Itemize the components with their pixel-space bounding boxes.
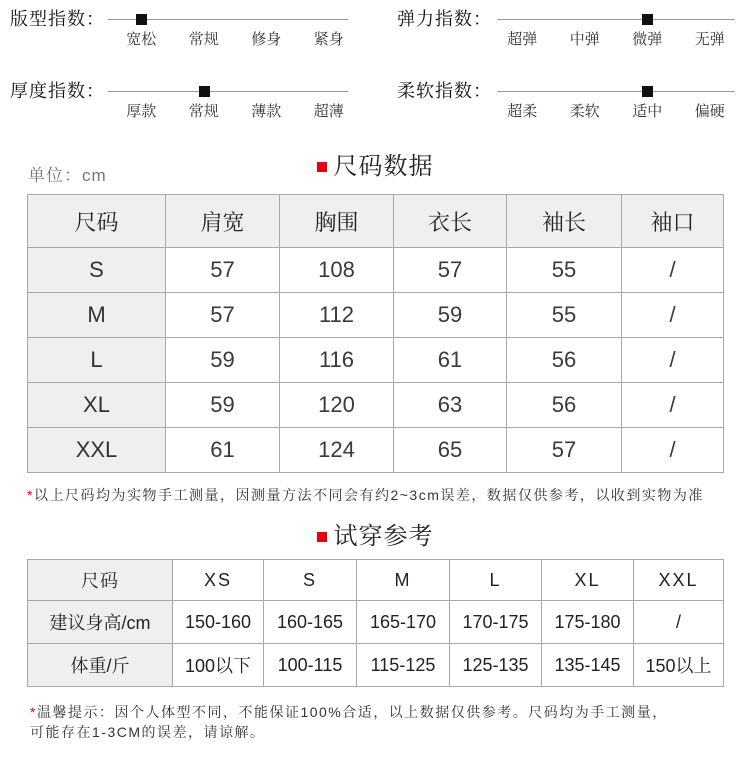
thickness-scale-option: 常规	[188, 103, 219, 120]
softness-scale-option: 偏硬	[694, 103, 725, 120]
fit-reference-cell: 160-165	[264, 601, 357, 644]
size-data-cell: 56	[507, 338, 622, 383]
fit-reference-header-cell: L	[450, 560, 542, 601]
size-data-header-cell: 袖口	[622, 195, 724, 248]
softness-scale-option: 柔软	[569, 103, 600, 120]
size-data-cell: 57	[166, 293, 280, 338]
size-label-cell: XL	[28, 383, 166, 428]
size-data-cell: 61	[394, 338, 507, 383]
fit-reference-cell: 150-160	[173, 601, 264, 644]
fit-scale-marker	[136, 14, 147, 25]
thickness-scale-option: 薄款	[251, 103, 282, 120]
size-data-header-row	[28, 195, 724, 248]
fit-reference-header-cell: M	[357, 560, 450, 601]
tip-line-2: 可能存在1-3CM的误差，请谅解。	[30, 724, 266, 740]
size-data-cell: /	[622, 248, 724, 293]
size-data-cell: /	[622, 428, 724, 473]
fit-reference-header-cell: S	[264, 560, 357, 601]
fit-reference-header-row	[28, 560, 724, 601]
note-text: 以上尺码均为实物手工测量，因测量方法不同会有约2~3cm误差，数据仅供参考，以收到实物为准	[33, 487, 704, 503]
fit-reference-header-cell: XXL	[634, 560, 724, 601]
size-data-row	[28, 293, 724, 338]
size-label-cell: XXL	[28, 428, 166, 473]
size-data-cell: 57	[394, 248, 507, 293]
size-data-cell: /	[622, 293, 724, 338]
size-data-title	[0, 152, 750, 182]
fit-reference-header-cell: 尺码	[28, 560, 173, 601]
size-data-cell: 57	[166, 248, 280, 293]
thickness-scale-marker	[199, 86, 210, 97]
size-data-cell: 116	[280, 338, 394, 383]
fit-reference-cell: 175-180	[542, 601, 634, 644]
fit-scale	[10, 9, 355, 53]
elasticity-scale-option: 中弹	[569, 31, 600, 48]
thickness-scale-options	[110, 81, 360, 125]
size-data-cell: /	[622, 383, 724, 428]
size-label-cell: L	[28, 338, 166, 383]
elasticity-scale-marker	[642, 14, 653, 25]
size-data-row	[28, 428, 724, 473]
elasticity-scale-option: 微弹	[632, 31, 663, 48]
size-data-cell: 57	[507, 428, 622, 473]
softness-scale-title: 柔软指数：	[397, 81, 492, 101]
elasticity-scale-title: 弹力指数：	[397, 9, 492, 29]
size-data-cell: 108	[280, 248, 394, 293]
size-data-cell: 59	[166, 383, 280, 428]
size-data-cell: 55	[507, 248, 622, 293]
fit-reference-cell: 165-170	[357, 601, 450, 644]
softness-scale	[397, 81, 742, 125]
fit-reference-title-text: 试穿参考	[333, 523, 434, 550]
thickness-scale-option: 厚款	[126, 103, 157, 120]
fit-reference-cell: 170-175	[450, 601, 542, 644]
elasticity-scale	[397, 9, 742, 53]
size-data-cell: 65	[394, 428, 507, 473]
thickness-scale	[10, 81, 355, 125]
fit-scale-option: 修身	[251, 31, 282, 48]
size-data-cell: 56	[507, 383, 622, 428]
elasticity-scale-option: 超弹	[507, 31, 538, 48]
size-data-row	[28, 383, 724, 428]
fit-scale-title: 版型指数：	[10, 9, 105, 29]
size-data-header-cell: 肩宽	[166, 195, 280, 248]
fit-scale-options	[110, 9, 360, 53]
softness-scale-marker	[642, 86, 653, 97]
fit-reference-cell: 115-125	[357, 644, 450, 687]
size-data-cell: 59	[394, 293, 507, 338]
elasticity-scale-options	[491, 9, 741, 53]
title-bullet-icon	[317, 162, 327, 172]
fit-reference-header-cell: XS	[173, 560, 264, 601]
fit-reference-row	[28, 601, 724, 644]
size-data-row	[28, 338, 724, 383]
size-data-cell: 120	[280, 383, 394, 428]
fit-reference-cell: 100以下	[173, 644, 264, 687]
thickness-scale-title: 厚度指数：	[10, 81, 105, 101]
fit-reference-label-cell: 体重/斤	[28, 644, 173, 687]
fit-scale-option: 宽松	[126, 31, 157, 48]
size-data-header-cell: 尺码	[28, 195, 166, 248]
fit-reference-cell: 135-145	[542, 644, 634, 687]
fit-reference-title	[0, 522, 750, 552]
size-label-cell: M	[28, 293, 166, 338]
tip-line-1	[30, 702, 668, 722]
fit-reference-cell: 150以上	[634, 644, 724, 687]
title-bullet-icon	[317, 532, 327, 542]
size-data-note	[27, 485, 704, 505]
thickness-scale-option: 超薄	[313, 103, 344, 120]
size-data-cell: 55	[507, 293, 622, 338]
size-data-cell: 63	[394, 383, 507, 428]
elasticity-scale-option: 无弹	[694, 31, 725, 48]
size-data-cell: /	[622, 338, 724, 383]
size-data-cell: 112	[280, 293, 394, 338]
softness-scale-option: 适中	[632, 103, 663, 120]
size-data-header-cell: 袖长	[507, 195, 622, 248]
size-data-cell: 61	[166, 428, 280, 473]
size-data-cell: 59	[166, 338, 280, 383]
fit-reference-cell: 100-115	[264, 644, 357, 687]
size-data-header-cell: 衣长	[394, 195, 507, 248]
size-data-cell: 124	[280, 428, 394, 473]
fit-reference-table	[27, 559, 724, 687]
fit-scale-option: 紧身	[313, 31, 344, 48]
size-data-header-cell: 胸围	[280, 195, 394, 248]
note-asterisk: *	[27, 487, 34, 503]
fit-reference-cell: 125-135	[450, 644, 542, 687]
fit-reference-header-cell: XL	[542, 560, 634, 601]
softness-scale-options	[491, 81, 741, 125]
unit-label: 单位：cm	[28, 166, 107, 185]
size-label-cell: S	[28, 248, 166, 293]
tip-text-1: 温馨提示：因个人体型不同，不能保证100%合适，以上数据仅供参考。尺码均为手工测量，	[36, 704, 668, 720]
fit-reference-row	[28, 644, 724, 687]
size-data-title-text: 尺码数据	[333, 153, 434, 180]
tip-asterisk: *	[30, 704, 37, 720]
size-data-table	[27, 194, 724, 473]
fit-scale-option: 常规	[188, 31, 219, 48]
fit-reference-cell: /	[634, 601, 724, 644]
softness-scale-option: 超柔	[507, 103, 538, 120]
size-data-row	[28, 248, 724, 293]
fit-reference-label-cell: 建议身高/cm	[28, 601, 173, 644]
